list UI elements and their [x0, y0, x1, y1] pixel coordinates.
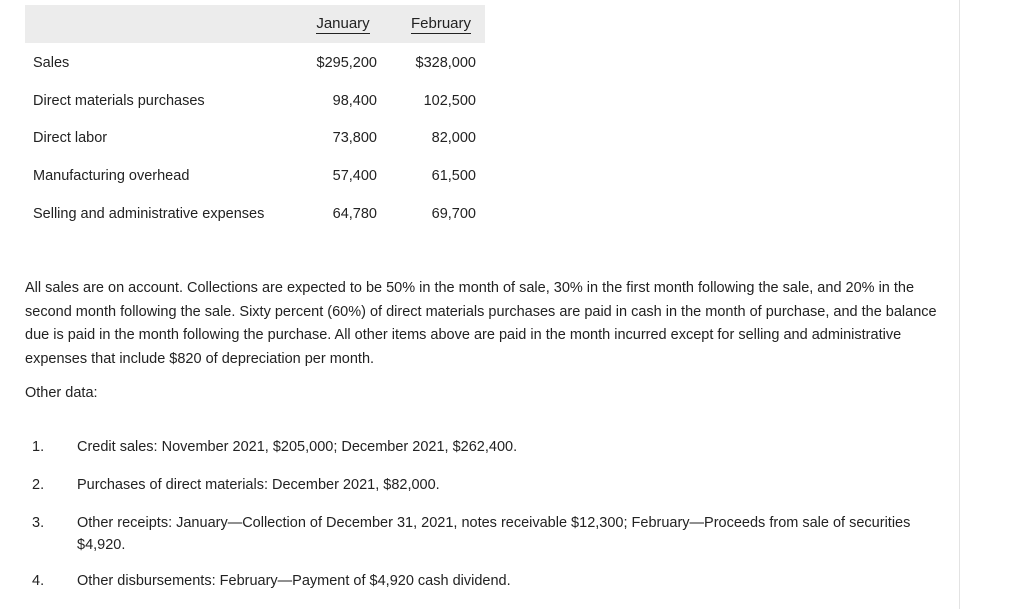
row-january-value: 73,800 [332, 130, 377, 146]
budget-table [25, 5, 485, 222]
row-label: Manufacturing overhead [33, 168, 190, 184]
right-divider [959, 0, 960, 609]
row-label: Selling and administrative expenses [33, 206, 265, 222]
list-number: 4. [32, 573, 45, 589]
row-label: Sales [33, 55, 70, 71]
row-january-value: 57,400 [332, 168, 377, 184]
table-row [25, 165, 485, 189]
other-data-label: Other data: [25, 385, 98, 401]
table-row [25, 90, 485, 114]
header-january: January [316, 15, 370, 32]
list-text: Other disbursements: February—Payment of $4,920 cash dividend. [77, 573, 511, 589]
list-text: Other receipts: January—Collection of December 31, 2021, notes receivable $12,300; February—Proceeds from sale of securities $4,920. [77, 515, 911, 553]
list-number: 2. [32, 477, 45, 493]
header-february: February [410, 15, 472, 32]
row-february-value: 102,500 [423, 93, 476, 109]
collection-policy-paragraph: All sales are on account. Collections are expected to be 50% in the month of sale, 30% in the first month following the sale, and 20% in the second month following the sale. Sixty percent (60%) of direct materials purchases are paid in cash in the month of purchase, and the balance due is paid in the month following the purchase. All other items above are paid in the month incurred except for selling and administrative expenses that include $820 of depreciation per month. [25, 280, 937, 367]
row-label: Direct labor [33, 130, 108, 146]
row-february-value: $328,000 [415, 55, 476, 71]
table-header [25, 5, 485, 43]
list-number: 3. [32, 515, 45, 531]
table-row [25, 127, 485, 151]
list-number: 1. [32, 439, 45, 455]
row-january-value: 98,400 [332, 93, 377, 109]
table-row [25, 52, 485, 76]
row-january-value: $295,200 [316, 55, 377, 71]
row-february-value: 69,700 [431, 206, 476, 222]
list-text: Purchases of direct materials: December 2021, $82,000. [77, 477, 440, 493]
row-february-value: 82,000 [431, 130, 476, 146]
table-row [25, 203, 485, 227]
list-text: Credit sales: November 2021, $205,000; December 2021, $262,400. [77, 439, 518, 455]
row-january-value: 64,780 [332, 206, 377, 222]
row-label: Direct materials purchases [33, 93, 205, 109]
row-february-value: 61,500 [431, 168, 476, 184]
